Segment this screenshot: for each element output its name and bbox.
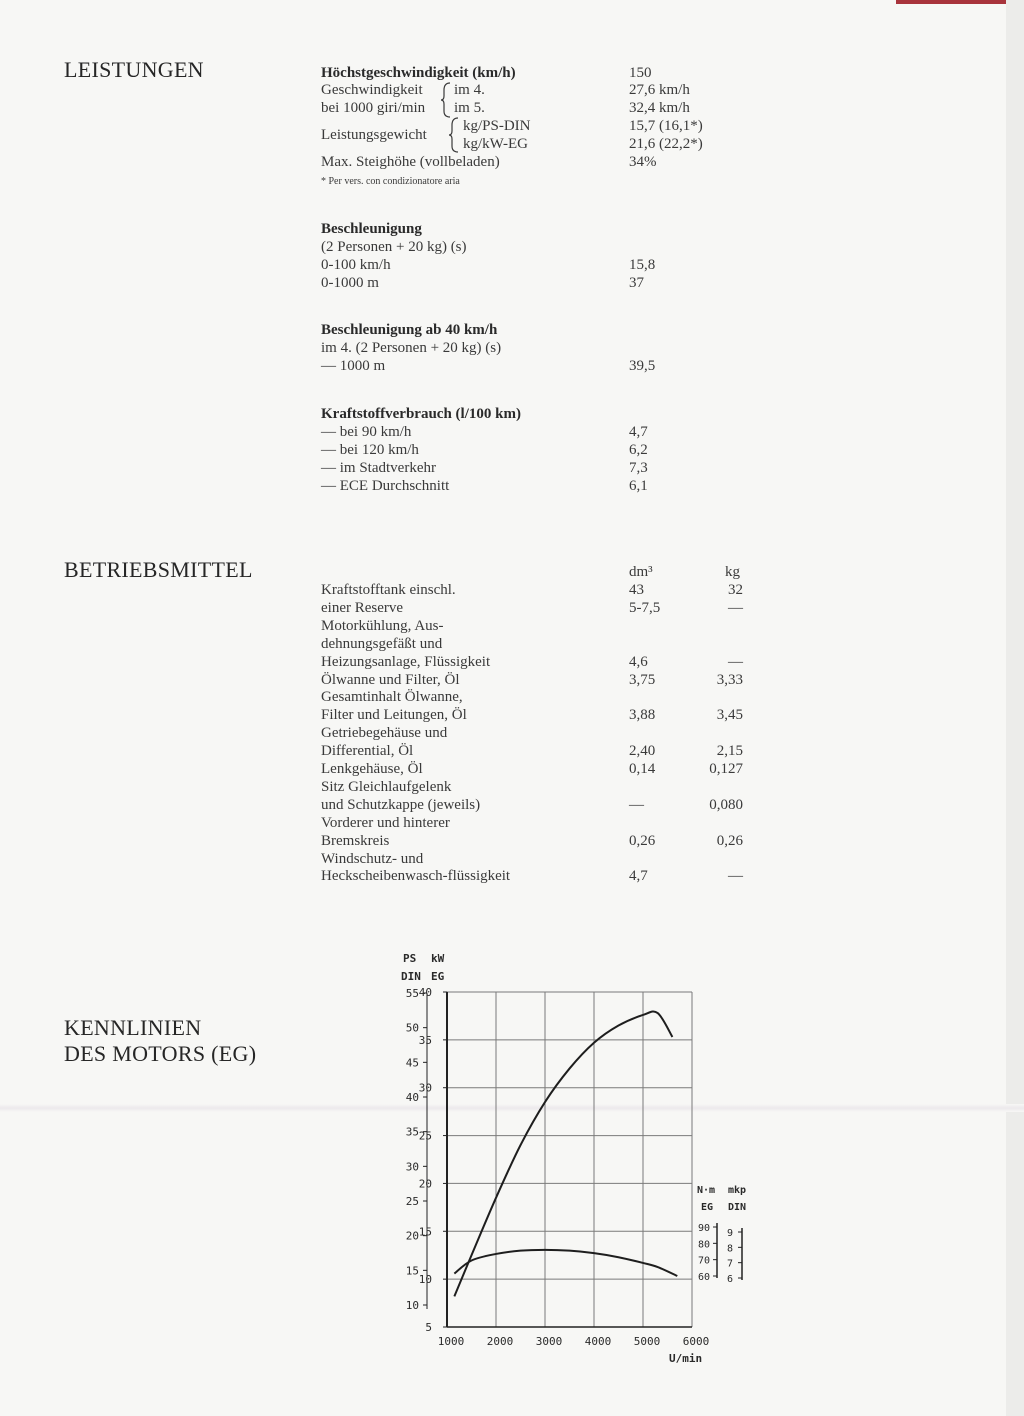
nm-tick-label: 60	[697, 1272, 710, 1283]
ps-axis-label: PS	[403, 952, 417, 965]
ps-tick-label: 35	[405, 1125, 419, 1139]
fluid-label: Filter und Leitungen, Öl	[321, 707, 467, 724]
kg-kw-label: kg/kW-EG	[463, 136, 528, 152]
fluid-label: Heizungsanlage, Flüssigkeit	[321, 653, 491, 670]
accel-sub: (2 Personen + 20 kg) (s)	[321, 239, 467, 255]
mkp-tick-label: 7	[726, 1258, 733, 1270]
fluid-kg-value: —	[728, 599, 743, 616]
x-axis-label: U/min	[669, 1352, 703, 1365]
fluid-label: Lenkgehäuse, Öl	[321, 761, 423, 777]
fuel-ece-value: 6,1	[629, 478, 648, 494]
fuel-90-value: 4,7	[629, 424, 648, 440]
ps-tick-label: 30	[405, 1160, 419, 1174]
section-heading-leistungen: LEISTUNGEN	[64, 57, 204, 82]
x-tick-label: 3000	[535, 1335, 563, 1348]
fluid-kg-value: 0,080	[709, 796, 743, 813]
col-header-kg: kg	[725, 564, 740, 580]
accel-1000-label: 0-1000 m	[321, 275, 379, 291]
x-tick-label: 4000	[584, 1335, 612, 1348]
kg-ps-value: 15,7 (16,1*)	[629, 118, 703, 134]
fluid-dm3-value: 0,26	[629, 832, 656, 849]
nm-tick-label: 90	[697, 1223, 710, 1234]
fuel-ece-label: — ECE Durchschnitt	[321, 478, 450, 494]
ps-tick-label: 10	[405, 1299, 419, 1312]
fluid-dm3-value: 5-7,5	[629, 599, 661, 616]
fluid-kg-value: 0,127	[709, 761, 743, 777]
mkp-tick-label: 9	[726, 1228, 733, 1239]
fluid-dm3-value: 2,40	[629, 743, 656, 760]
col-header-dm3: dm³	[629, 564, 653, 580]
fluid-label: Windschutz- und	[321, 850, 424, 867]
section-heading-betriebsmittel: BETRIEBSMITTEL	[64, 557, 253, 582]
section-heading-kennlinien-1: KENNLINIEN	[64, 1015, 202, 1040]
fuel-120-label: — bei 120 km/h	[321, 442, 419, 458]
mkp-axis-sublabel: DIN	[728, 1202, 747, 1213]
mkp-axis-label: mkp	[728, 1185, 747, 1196]
section-heading-kennlinien-2: DES MOTORS (EG)	[64, 1041, 257, 1066]
fluid-dm3-value: 43	[629, 582, 644, 598]
fluid-label: Bremskreis	[321, 832, 390, 849]
fluid-label: Kraftstofftank einschl.	[321, 582, 456, 598]
fuel-120-value: 6,2	[629, 442, 648, 458]
fluid-label: einer Reserve	[321, 599, 404, 616]
kw-tick-label: 5	[425, 1321, 432, 1334]
kw-axis-sublabel: EG	[431, 970, 445, 983]
fuel-heading: Kraftstoffverbrauch (l/100 km)	[321, 406, 521, 422]
fluid-dm3-value: 4,6	[629, 653, 648, 670]
ps-tick-label: 55	[405, 987, 419, 1000]
kw-tick-label: 10	[418, 1273, 432, 1287]
fluid-kg-value: 3,33	[716, 671, 743, 688]
ps-tick-label: 15	[405, 1264, 419, 1278]
kg-ps-label: kg/PS-DIN	[463, 118, 531, 134]
gear5-label: im 5.	[454, 100, 485, 116]
kw-axis-label: kW	[431, 952, 445, 965]
fluid-dm3-value: 0,14	[629, 761, 656, 777]
fluid-kg-value: 2,15	[716, 743, 743, 760]
accel-heading: Beschleunigung	[321, 221, 422, 237]
x-tick-label: 5000	[633, 1335, 661, 1348]
climb-label: Max. Steighöhe (vollbeladen)	[321, 154, 500, 170]
fluid-label: Vorderer und hinterer	[321, 814, 450, 831]
accel-1000-value: 37	[629, 275, 644, 291]
fluid-label: und Schutzkappe (jeweils)	[321, 796, 481, 813]
fuel-city-value: 7,3	[629, 460, 648, 476]
fluid-label: Motorkühlung, Aus-	[321, 617, 444, 634]
torque-curve-line	[454, 1250, 677, 1276]
ps-tick-label: 20	[405, 1229, 419, 1243]
accel-100-label: 0-100 km/h	[321, 257, 391, 273]
fluid-label: Gesamtinhalt Ölwanne,	[321, 689, 463, 706]
kw-tick-label: 25	[418, 1129, 432, 1143]
fluid-kg-value: 0,26	[716, 832, 743, 849]
speed-label-1: Geschwindigkeit	[321, 82, 423, 98]
accel40-label: — 1000 m	[321, 358, 386, 374]
top-speed-value: 150	[629, 65, 652, 81]
x-tick-label: 6000	[682, 1335, 710, 1348]
fluid-dm3-value: 3,75	[629, 671, 656, 688]
fluid-label: Heckscheibenwasch-flüssigkeit	[321, 868, 511, 885]
nm-tick-label: 80	[697, 1239, 710, 1251]
mkp-tick-label: 8	[726, 1243, 733, 1255]
fluid-dm3-value: 4,7	[629, 868, 648, 885]
climb-value: 34%	[629, 154, 657, 170]
fluid-label: dehnungsgefäßt und	[321, 635, 443, 652]
ps-tick-label: 50	[405, 1021, 419, 1035]
gear4-label: im 4.	[454, 82, 485, 98]
kw-tick-label: 15	[418, 1225, 432, 1239]
ps-axis-sublabel: DIN	[401, 970, 421, 983]
kw-tick-label: 40	[418, 986, 432, 999]
nm-axis-sublabel: EG	[701, 1202, 714, 1213]
fluid-label: Getriebegehäuse und	[321, 725, 448, 742]
power-weight-label: Leistungsgewicht	[321, 127, 427, 143]
speed-label-2: bei 1000 giri/min	[321, 100, 426, 116]
fuel-city-label: — im Stadtverkehr	[321, 460, 436, 476]
fluid-label: Sitz Gleichlaufgelenk	[321, 778, 452, 795]
kw-tick-label: 30	[418, 1081, 432, 1095]
ps-tick-label: 45	[405, 1056, 419, 1070]
kw-tick-label: 20	[418, 1177, 432, 1191]
fluid-kg-value: 32	[728, 582, 743, 598]
fluid-dm3-value: 3,88	[629, 707, 656, 724]
accel40-sub: im 4. (2 Personen + 20 kg) (s)	[321, 340, 502, 356]
kw-tick-label: 35	[418, 1033, 432, 1047]
ps-tick-label: 40	[405, 1091, 419, 1104]
fluid-kg-value: 3,45	[716, 707, 743, 724]
mkp-tick-label: 6	[726, 1274, 733, 1285]
gear4-value: 27,6 km/h	[629, 82, 690, 98]
accel-100-value: 15,8	[629, 257, 656, 273]
gear5-value: 32,4 km/h	[629, 100, 690, 116]
fluid-dm3-value: —	[629, 796, 644, 813]
nm-tick-label: 70	[697, 1255, 710, 1267]
fluid-kg-value: —	[728, 653, 743, 670]
kg-kw-value: 21,6 (22,2*)	[629, 136, 703, 152]
accel40-heading: Beschleunigung ab 40 km/h	[321, 322, 498, 338]
top-speed-label: Höchstgeschwindigkeit (km/h)	[321, 65, 516, 81]
ps-tick-label: 25	[405, 1195, 419, 1208]
accel40-value: 39,5	[629, 358, 656, 374]
fluid-label: Differential, Öl	[321, 743, 414, 760]
x-tick-label: 2000	[486, 1335, 514, 1348]
fluid-label: Ölwanne und Filter, Öl	[321, 671, 460, 688]
x-tick-label: 1000	[437, 1335, 465, 1348]
power-curve-line	[454, 1011, 672, 1296]
fuel-90-label: — bei 90 km/h	[321, 424, 412, 440]
fluid-kg-value: —	[728, 868, 743, 885]
footnote: * Per vers. con condizionatore aria	[321, 176, 460, 187]
nm-axis-label: N·m	[697, 1185, 716, 1196]
